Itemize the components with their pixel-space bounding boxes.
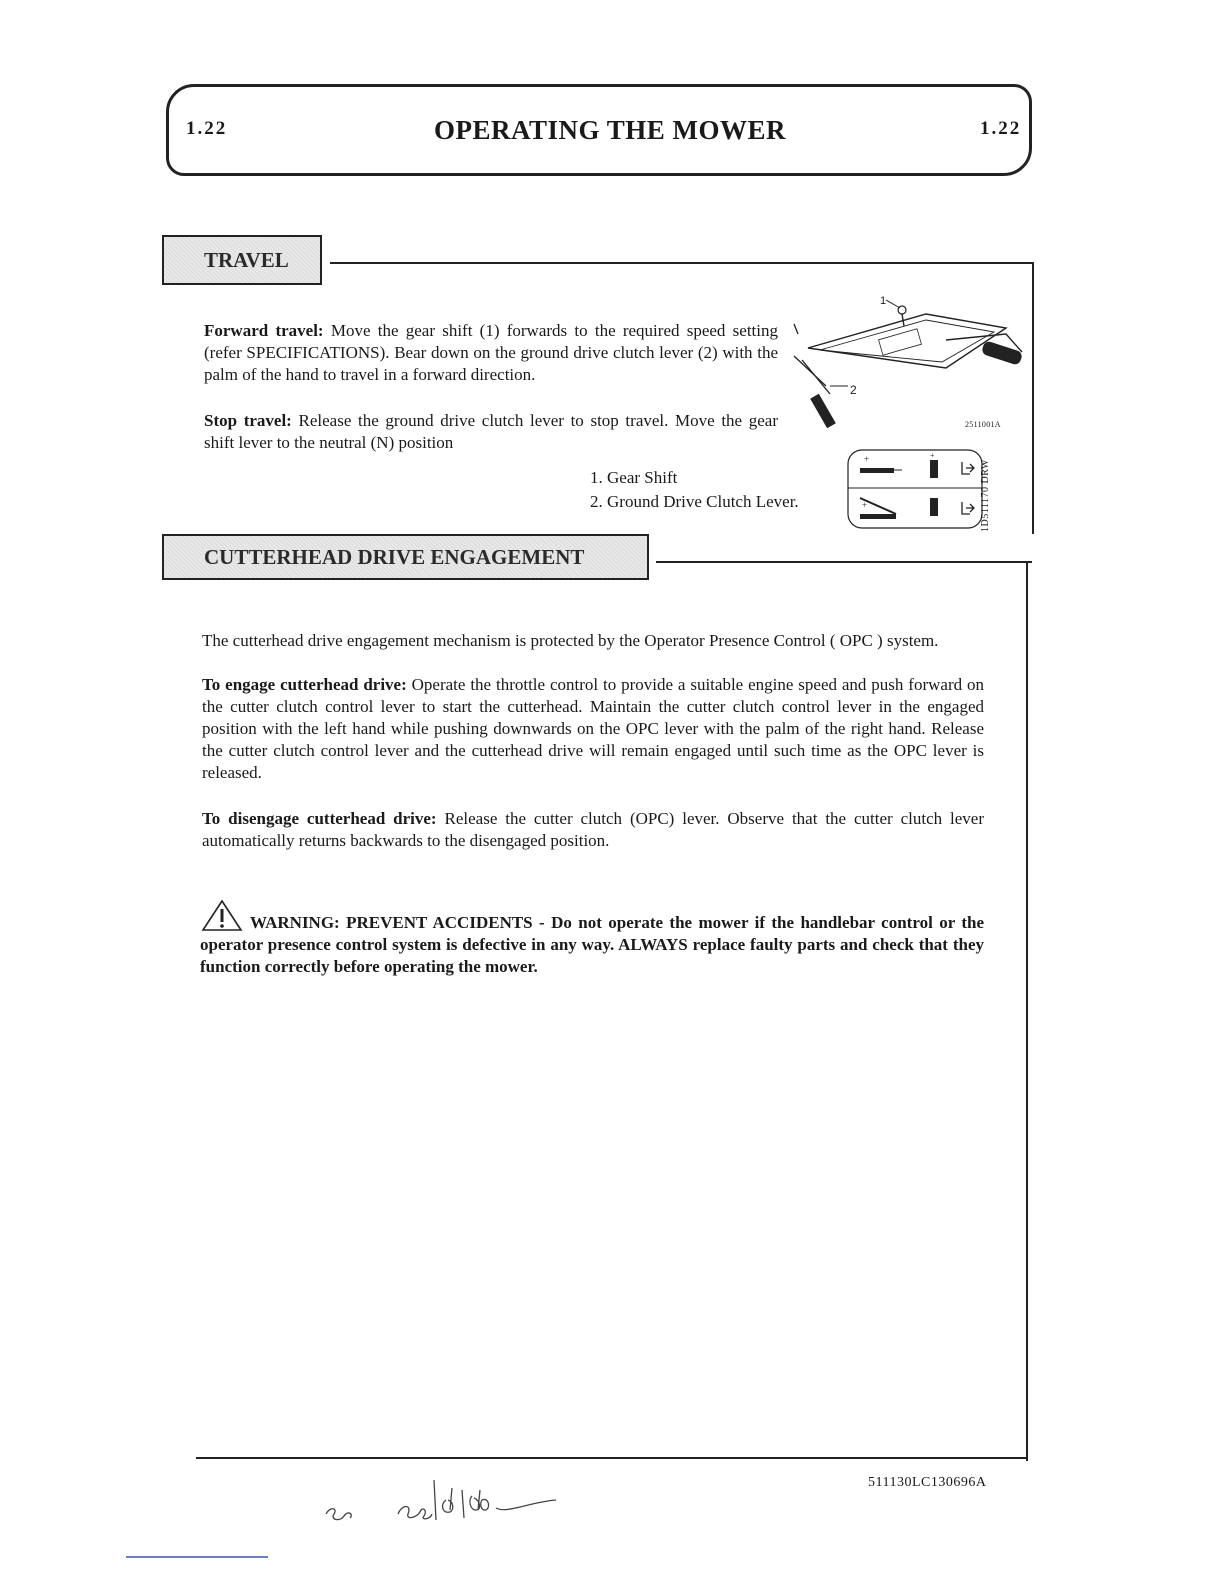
legend-item: 2. Ground Drive Clutch Lever. (590, 492, 799, 511)
disengage-label: To disengage cutterhead drive: (202, 809, 437, 828)
opc-intro-paragraph: The cutterhead drive engagement mechanism is protected by the Operator Presence Control ( OPC ) system. (202, 631, 939, 650)
footer-link-underline (126, 1556, 268, 1558)
figure-legend (590, 466, 799, 514)
frame-right-top (1032, 262, 1034, 534)
svg-text:+: + (930, 451, 935, 460)
footer-rule (196, 1457, 1028, 1459)
svg-text:+: + (864, 454, 870, 464)
document-code: 511130LC130696A (868, 1475, 987, 1490)
section-number-right: 1.22 (980, 118, 1022, 139)
forward-travel-paragraph (204, 320, 778, 386)
disengage-paragraph (202, 808, 984, 852)
control-decal-illustration (846, 448, 986, 532)
disengage-text: Release the cutter clutch (OPC) lever. Observe that the cutter clutch lever automatically returns backwards to the disengaged position. (202, 809, 984, 850)
decal-code: 1D511170 DRW (980, 459, 991, 532)
stop-travel-paragraph (204, 410, 778, 454)
callout-2: 2 (850, 383, 857, 397)
callout-1: 1 (880, 295, 887, 307)
figure-code: 2511001A (965, 420, 1001, 429)
warning-paragraph (200, 898, 984, 978)
forward-travel-label: Forward travel: (204, 321, 324, 340)
mower-handle-illustration (786, 290, 1030, 440)
warning-text: WARNING: PREVENT ACCIDENTS - Do not operate the mower if the handlebar control or the operator presence control system is defective in any way. ALWAYS replace faulty parts and check that they function correctly before operating the mower. (200, 913, 984, 976)
cutter-rule (656, 561, 1032, 563)
engage-label: To engage cutterhead drive: (202, 675, 407, 694)
stop-travel-text: Release the ground drive clutch lever to stop travel. Move the gear shift lever to the neutral (N) position (204, 411, 778, 452)
section-heading-travel: TRAVEL (162, 235, 322, 285)
legend-item: 1. Gear Shift (590, 468, 678, 487)
handwritten-signature (320, 1470, 570, 1530)
warning-triangle-icon (200, 898, 244, 932)
page-title: OPERATING THE MOWER (434, 115, 787, 145)
engage-paragraph (202, 674, 984, 784)
section-number-left: 1.22 (186, 118, 228, 139)
forward-travel-text: Move the gear shift (1) forwards to the required speed setting (refer SPECIFICATIONS). Bear down on the ground drive clutch lever (2) with the palm of the hand to travel in a forward direction. (204, 321, 778, 384)
svg-text:+: + (862, 500, 868, 510)
section-heading-cutterhead: CUTTERHEAD DRIVE ENGAGEMENT (162, 534, 649, 580)
stop-travel-label: Stop travel: (204, 411, 292, 430)
travel-rule (330, 262, 1034, 264)
engage-text: Operate the throttle control to provide a suitable engine speed and push forward on the cutter clutch control lever to start the cutterhead. Maintain the cutter clutch control lever in the engaged position with the left hand while pushing downwards on the OPC lever with the palm of the right hand. Release the cutter clutch control lever and the cutterhead drive will remain engaged until such time as the OPC lever is released. (202, 675, 984, 782)
frame-right-bottom (1026, 561, 1028, 1461)
